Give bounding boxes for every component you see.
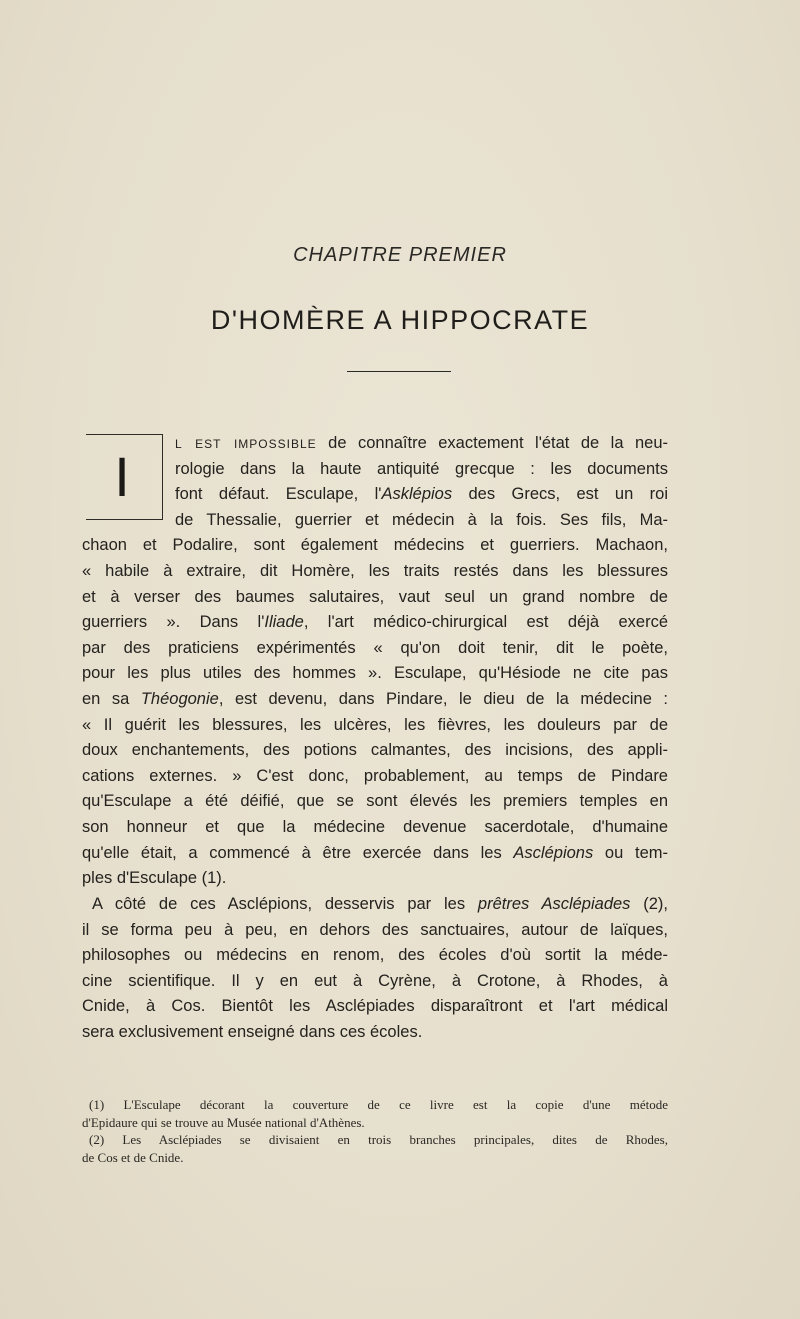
- paragraph-1: [82, 431, 668, 892]
- text-line: philosophes ou médecins en renom, des écoles d'où sortit la méde-: [82, 946, 668, 965]
- text-line: qu'Esculape a été déifié, que se sont élevés les premiers temples en: [82, 792, 668, 811]
- text-line: par des praticiens expérimentés « qu'on doit tenir, dit le poète,: [82, 638, 668, 657]
- text-line: « habile à extraire, dit Homère, les traits restés dans les blessures: [82, 561, 668, 580]
- text-line: font défaut. Esculape, l'Asklépios des Grecs, est un roi: [175, 485, 668, 504]
- text-line: « Il guérit les blessures, les ulcères, les fièvres, les douleurs par de: [82, 715, 668, 734]
- text-line: et à verser des baumes salutaires, vaut seul un grand nombre de: [82, 587, 668, 606]
- text-line: il se forma peu à peu, en dehors des sanctuaires, autour de laïques,: [82, 920, 668, 939]
- paragraph-2: [82, 892, 668, 1046]
- text-line: de Thessalie, guerrier et médecin à la fois. Ses fils, Ma-: [175, 510, 668, 529]
- chapter-label: CHAPITRE PREMIER: [293, 244, 507, 266]
- text-line: en sa Théogonie, est devenu, dans Pindare, le dieu de la médecine :: [82, 689, 669, 708]
- text-line: Cnide, à Cos. Bientôt les Asclépiades disparaîtront et l'art médical: [82, 997, 668, 1016]
- footnote-2-line: de Cos et de Cnide.: [82, 1149, 184, 1165]
- text-line: guerriers ». Dans l'Iliade, l'art médico-chirurgical est déjà exercé: [82, 613, 668, 632]
- text-line: sera exclusivement enseigné dans ces écoles.: [82, 1022, 423, 1041]
- text-line: pour les plus utiles des hommes ». Esculape, qu'Hésiode ne cite pas: [82, 664, 668, 683]
- footnote-2-line: (2) Les Asclépiades se divisaient en trois branches principales, dites de Rhodes,: [89, 1132, 668, 1147]
- title-rule: [347, 371, 451, 372]
- footnote-1-line: d'Epidaure qui se trouve au Musée national d'Athènes.: [82, 1114, 365, 1130]
- footnotes: [82, 1096, 668, 1166]
- text-line: qu'elle était, a commencé à être exercée dans les Asclépions ou tem-: [82, 843, 668, 862]
- text-line: l est impossible de connaître exactement l'état de la neu-: [175, 434, 669, 452]
- text-line: doux enchantements, des potions calmantes, des incisions, des appli-: [82, 741, 668, 760]
- text-line: chaon et Podalire, sont également médecins et guerriers. Machaon,: [82, 536, 668, 555]
- chapter-title: D'HOMÈRE A HIPPOCRATE: [210, 305, 590, 335]
- text-line: cations externes. » C'est donc, probablement, au temps de Pindare: [82, 766, 668, 785]
- footnote-1-line: (1) L'Esculape décorant la couverture de ce livre est la copie d'une métode: [89, 1097, 668, 1112]
- dropcap-letter: I: [114, 445, 130, 508]
- text-line: ples d'Esculape (1).: [82, 869, 227, 888]
- lead-smallcaps: l est impossible: [175, 434, 317, 452]
- text-line: cine scientifique. Il y en eut à Cyrène, à Crotone, à Rhodes, à: [82, 971, 668, 990]
- text-line: son honneur et que la médecine devenue sacerdotale, d'humaine: [82, 817, 668, 836]
- text-line: A côté de ces Asclépions, desservis par les prêtres Asclépiades (2),: [92, 895, 668, 913]
- text-line: rologie dans la haute antiquité grecque : les documents: [175, 459, 668, 478]
